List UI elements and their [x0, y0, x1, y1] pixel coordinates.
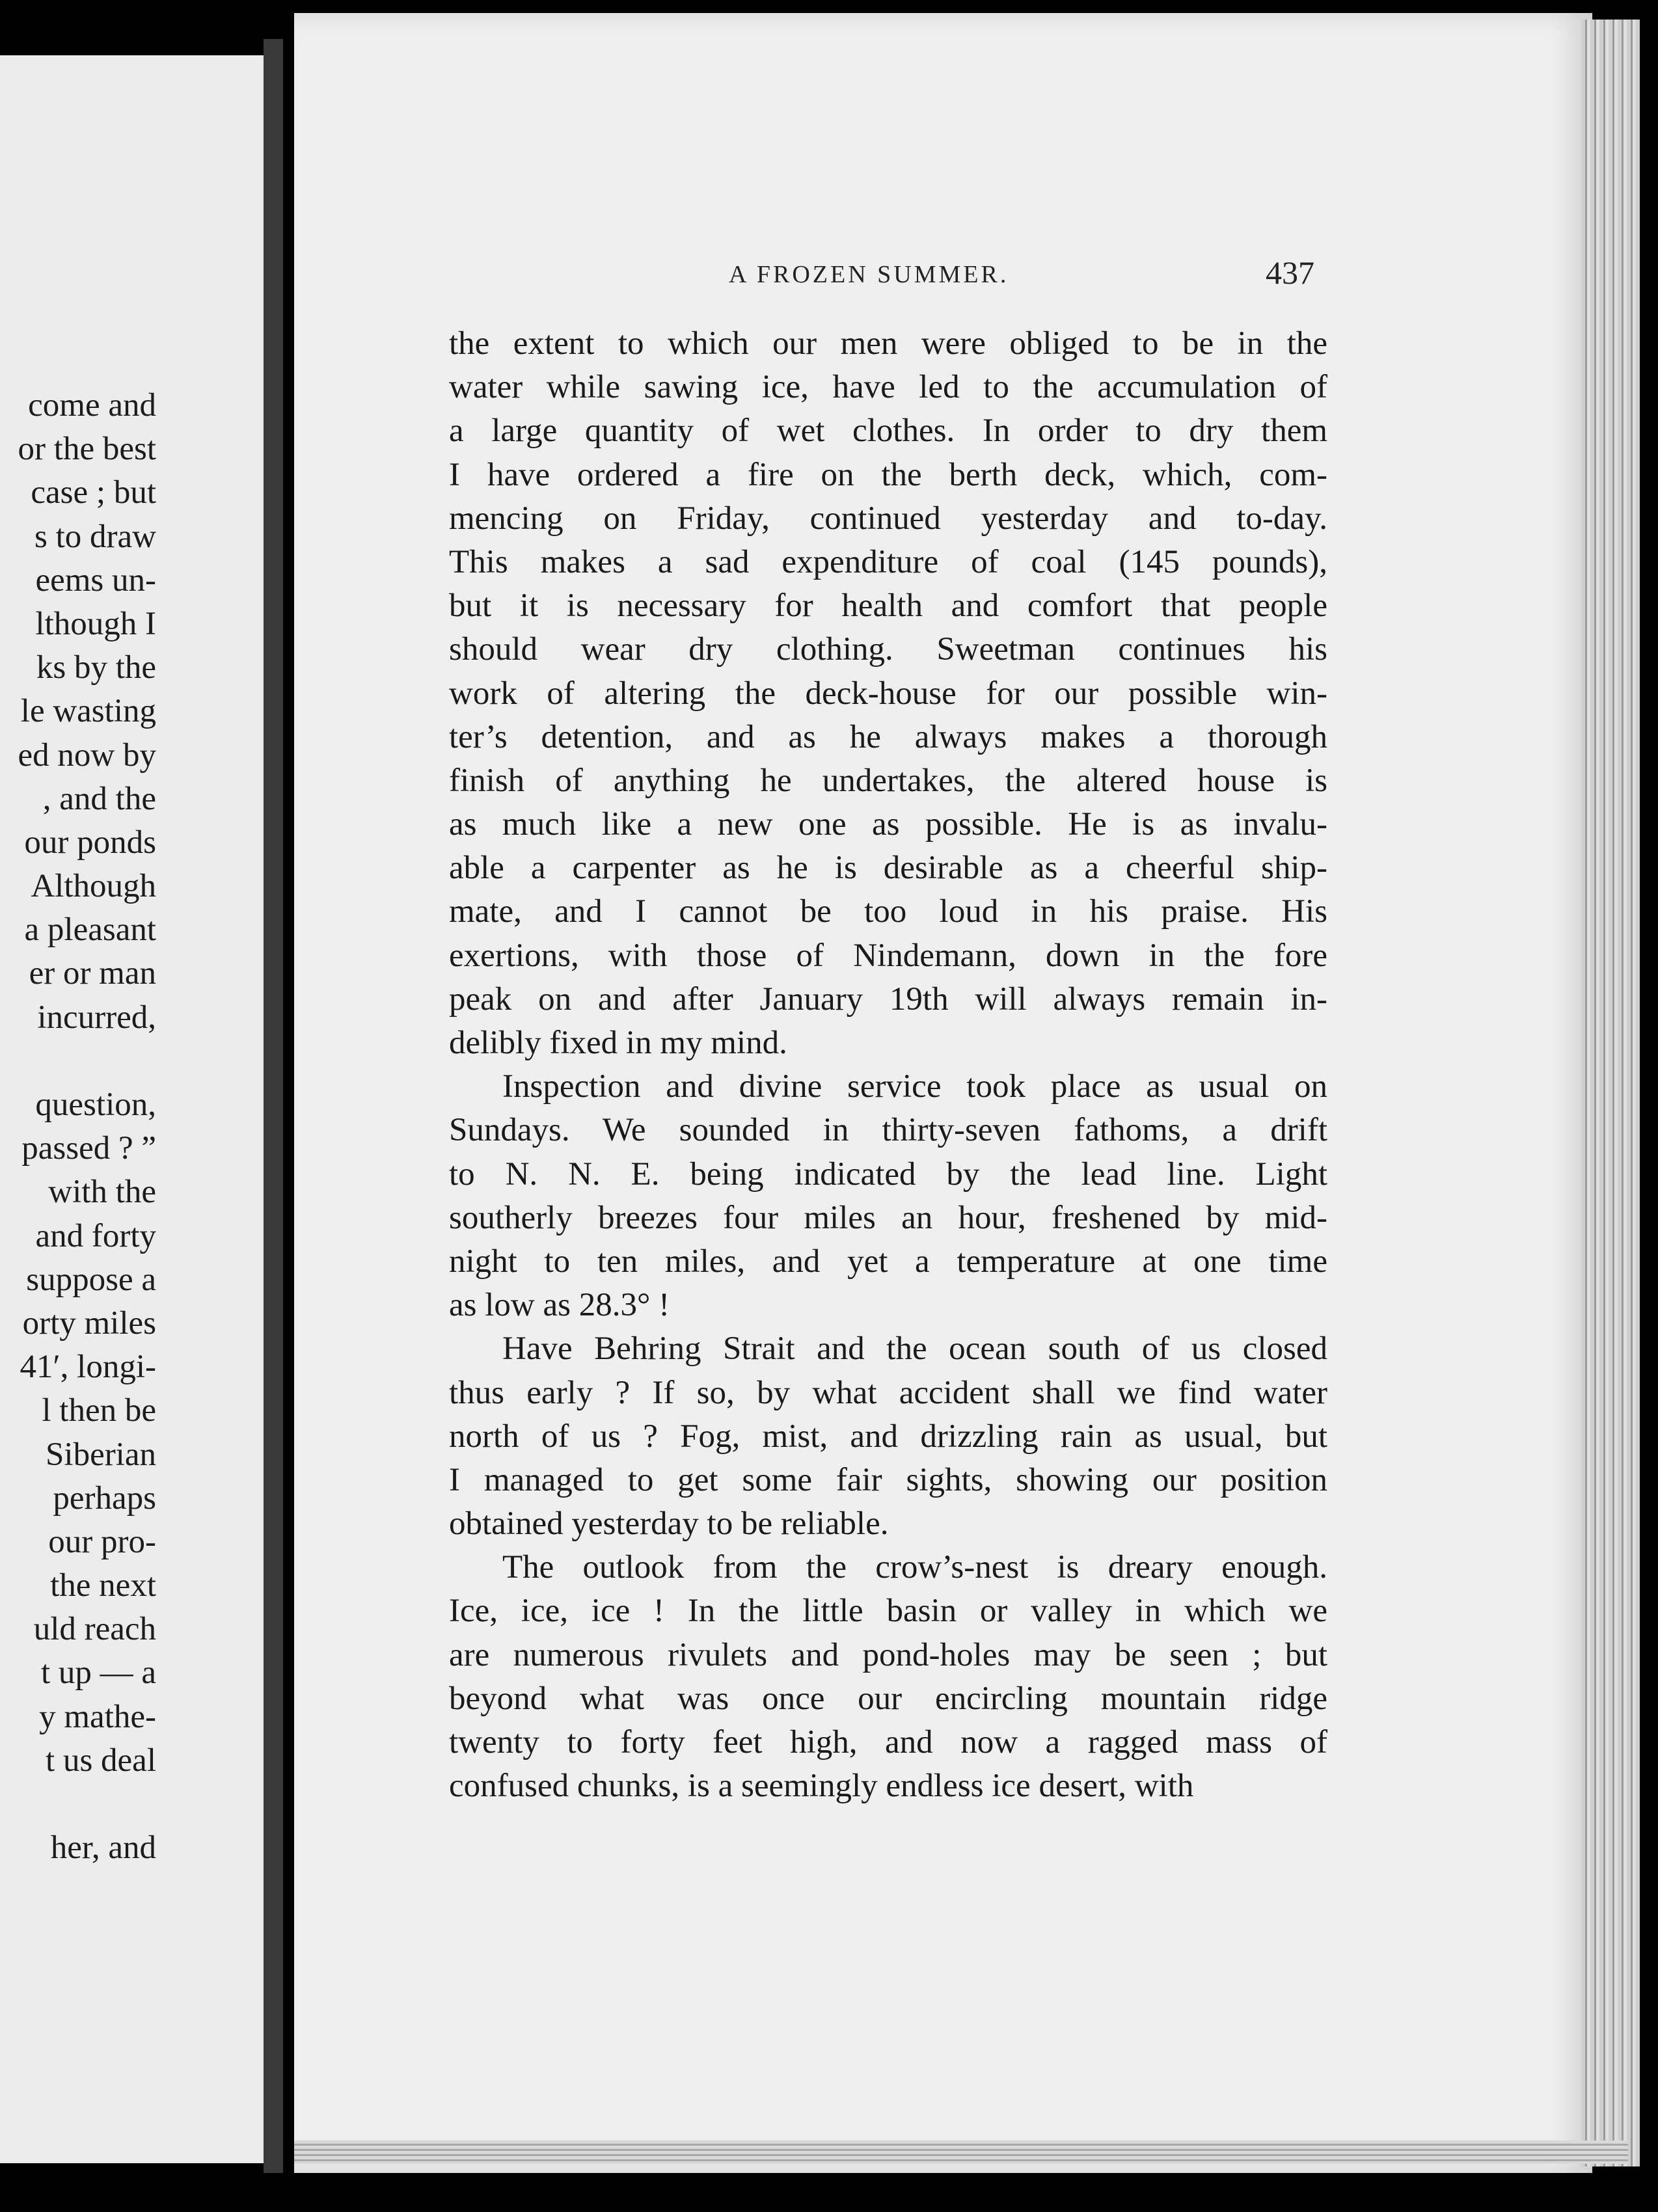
text-line: to N. N. E. being indicated by the lead line. Light	[449, 1155, 1327, 1193]
text-line: as much like a new one as possible. He is as invalu-	[449, 806, 1327, 843]
left-page-fragment: a pleasant	[24, 911, 156, 949]
left-page-fragment: the next	[50, 1567, 156, 1604]
text-line: beyond what was once our encircling mountain ridge	[449, 1680, 1327, 1717]
left-page-fragment: y mathe-	[39, 1698, 156, 1735]
text-line: should wear dry clothing. Sweetman continues his	[449, 631, 1327, 668]
left-page-fragment: ed now by	[18, 736, 156, 774]
left-page-fragment: our ponds	[24, 824, 156, 861]
left-page-fragment: uld reach	[33, 1611, 156, 1648]
text-line: water while sawing ice, have led to the accumulation of	[449, 369, 1327, 406]
text-line: The outlook from the crow’s-nest is dreary enough.	[502, 1549, 1327, 1586]
text-line: exertions, with those of Nindemann, down in the fore	[449, 937, 1327, 974]
text-line: I managed to get some fair sights, showing our position	[449, 1461, 1327, 1498]
paragraph	[449, 322, 1327, 1065]
text-line: southerly breezes four miles an hour, freshened by mid-	[449, 1199, 1327, 1236]
left-page-fragment: suppose a	[26, 1261, 156, 1298]
text-line: north of us ? Fog, mist, and drizzling rain as usual, but	[449, 1418, 1327, 1455]
left-page-fragment: le wasting	[20, 693, 156, 730]
left-page-fragment: incurred,	[37, 999, 156, 1036]
text-line: thus early ? If so, by what accident shall we find water	[449, 1374, 1327, 1411]
text-line: delibly fixed in my mind.	[449, 1025, 787, 1061]
paragraph	[449, 1327, 1327, 1546]
text-line: confused chunks, is a seemingly endless ice desert, with	[449, 1768, 1194, 1805]
text-line: are numerous rivulets and pond-holes may be seen ; but	[449, 1636, 1327, 1673]
left-page-fragment	[0, 1040, 156, 1083]
text-line: but it is necessary for health and comfort that people	[449, 587, 1327, 625]
left-page-fragment: , and the	[42, 780, 156, 817]
left-page-fragment: t us deal	[46, 1742, 156, 1779]
text-line: Ice, ice, ice ! In the little basin or valley in which we	[449, 1593, 1327, 1630]
left-page-fragment: come and	[28, 387, 156, 424]
left-page-fragment: our pro-	[48, 1523, 156, 1560]
text-line: peak on and after January 19th will always remain in-	[449, 980, 1327, 1018]
left-page-fragment: perhaps	[53, 1479, 156, 1517]
left-page-text-fragments	[0, 384, 156, 1870]
left-page-fragment: 41′, longi-	[20, 1349, 156, 1386]
text-line: Have Behring Strait and the ocean south of us closed	[502, 1330, 1327, 1368]
left-page-fragment: eems un-	[35, 561, 156, 599]
left-page-fragment: s to draw	[34, 518, 156, 555]
left-page-fragment: or the best	[18, 431, 156, 468]
text-line: a large quantity of wet clothes. In order to dry them	[449, 412, 1327, 450]
left-page-fragment: passed ? ”	[21, 1130, 156, 1167]
text-line: twenty to forty feet high, and now a ragged mass of	[449, 1724, 1327, 1760]
text-line: This makes a sad expenditure of coal (145 pounds),	[449, 543, 1327, 580]
text-line: Sundays. We sounded in thirty-seven fathoms, a drift	[449, 1112, 1327, 1149]
book-gutter	[264, 39, 283, 2173]
left-page-fragment: t up — a	[40, 1654, 156, 1692]
text-line: work of altering the deck-house for our possible win-	[449, 675, 1327, 712]
left-page-fragment: question,	[35, 1086, 156, 1123]
text-line: ter’s detention, and as he always makes a thorough	[449, 718, 1327, 755]
page-edges-right	[1581, 20, 1640, 2166]
facing-page-left	[0, 55, 264, 2163]
left-page-fragment: Although	[31, 868, 156, 905]
text-line: obtained yesterday to be reliable.	[449, 1505, 889, 1543]
left-page-fragment: lthough I	[35, 605, 156, 642]
text-line: finish of anything he undertakes, the altered house is	[449, 762, 1327, 799]
paragraph	[449, 1546, 1327, 1808]
text-line: mate, and I cannot be too loud in his praise. His	[449, 893, 1327, 930]
left-page-fragment: er or man	[29, 955, 156, 992]
left-page-fragment: her, and	[50, 1829, 156, 1867]
text-line: able a carpenter as he is desirable as a cheerful ship-	[449, 850, 1327, 887]
left-page-fragment: Siberian	[46, 1436, 156, 1473]
left-page-fragment: and forty	[35, 1217, 156, 1254]
left-page-fragment: orty miles	[22, 1304, 156, 1342]
body-text	[449, 322, 1327, 1808]
text-line: mencing on Friday, continued yesterday and to-day.	[449, 500, 1327, 537]
page-edges-bottom	[294, 2140, 1628, 2164]
text-line: Inspection and divine service took place as usual on	[502, 1068, 1327, 1105]
paragraph	[449, 1065, 1327, 1327]
text-line: night to ten miles, and yet a temperature at one time	[449, 1243, 1327, 1280]
left-page-fragment: with the	[48, 1174, 156, 1211]
left-page-fragment: l then be	[42, 1392, 156, 1429]
text-line: the extent to which our men were obliged to be in the	[449, 325, 1327, 362]
running-head: A FROZEN SUMMER.	[729, 261, 1009, 288]
left-page-fragment	[0, 1783, 156, 1826]
text-line: I have ordered a fire on the berth deck, which, com-	[449, 456, 1327, 493]
left-page-fragment: ks by the	[36, 649, 156, 686]
page-number: 437	[1266, 254, 1314, 291]
text-line: as low as 28.3° !	[449, 1287, 670, 1324]
left-page-fragment: case ; but	[31, 474, 156, 511]
